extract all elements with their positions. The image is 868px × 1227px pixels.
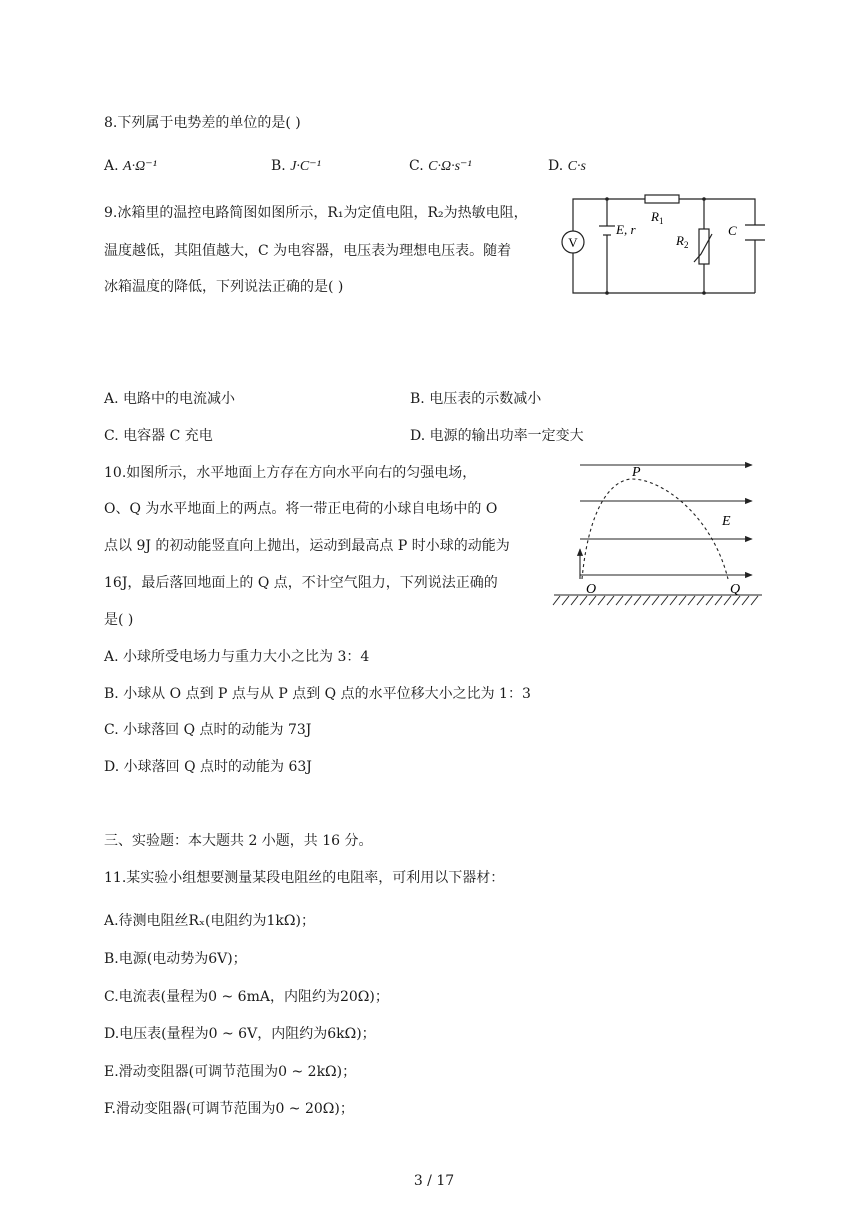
point-p-label: P bbox=[632, 465, 641, 480]
battery-label: E, r bbox=[616, 222, 636, 237]
q10-option-c: C. 小球落回 Q 点时的动能为 73J bbox=[104, 722, 312, 738]
q11-stem: 11.某实验小组想要测量某段电阻丝的电阻率，可利用以下器材： bbox=[104, 870, 505, 886]
q11-item-b: B.电源(电动势为6V)； bbox=[104, 951, 247, 967]
r1-label: $R_1$ bbox=[651, 209, 664, 226]
q10-option-d: D. 小球落回 Q 点时的动能为 63J bbox=[104, 759, 312, 775]
q9-option-c: C. 电容器 C 充电 bbox=[104, 428, 213, 444]
q11-item-e: E.滑动变阻器(可调节范围为0 ~ 2kΩ)； bbox=[104, 1064, 357, 1080]
q10-option-a: A. 小球所受电场力与重力大小之比为 3：4 bbox=[104, 649, 370, 665]
section-3-heading: 三、实验题：本大题共 2 小题，共 16 分。 bbox=[104, 833, 373, 849]
q10-field-diagram bbox=[550, 455, 765, 615]
point-q-label: Q bbox=[730, 582, 741, 597]
q10-option-b: B. 小球从 O 点到 P 点与从 P 点到 Q 点的水平位移大小之比为 1：3 bbox=[104, 686, 531, 702]
page-number: 3 / 17 bbox=[413, 1173, 455, 1189]
q11-item-d: D.电压表(量程为0 ~ 6V，内阻约为6kΩ)； bbox=[104, 1026, 376, 1042]
q10-line-3: 点以 9J 的初动能竖直向上抛出，运动到最高点 P 时小球的动能为 bbox=[104, 538, 510, 554]
point-o-label: O bbox=[586, 582, 597, 597]
voltmeter-label: V bbox=[568, 235, 578, 250]
q11-item-a: A.待测电阻丝Rₓ(电阻约为1kΩ)； bbox=[104, 913, 315, 929]
q9-circuit-diagram bbox=[555, 188, 765, 300]
q10-line-1: 10.如图所示，水平地面上方存在方向水平向右的匀强电场， bbox=[104, 465, 477, 481]
q8-option-c: C. C·Ω·s⁻¹ bbox=[409, 158, 472, 174]
q9-option-b: B. 电压表的示数减小 bbox=[410, 391, 542, 407]
q11-item-f: F.滑动变阻器(可调节范围为0 ~ 20Ω)； bbox=[104, 1101, 354, 1117]
q8-option-b: B. J·C⁻¹ bbox=[271, 158, 321, 174]
q9-line-3: 冰箱温度的降低，下列说法正确的是( ) bbox=[104, 279, 344, 295]
q9-line-1: 9.冰箱里的温控电路简图如图所示，R₁为定值电阻，R₂为热敏电阻， bbox=[104, 205, 528, 221]
ground-hatching bbox=[553, 596, 758, 605]
q10-line-5: 是( ) bbox=[104, 612, 134, 628]
capacitor-label: C bbox=[728, 223, 737, 238]
q10-line-2: O、Q 为水平地面上的两点。将一带正电荷的小球自电场中的 O bbox=[104, 501, 498, 517]
q9-line-2: 温度越低，其阻值越大，C 为电容器，电压表为理想电压表。随着 bbox=[104, 243, 512, 259]
q8-option-d: D. C·s bbox=[548, 158, 586, 174]
field-e-label: E bbox=[722, 514, 731, 529]
q8-stem: 8.下列属于电势差的单位的是( ) bbox=[104, 115, 301, 131]
q9-option-d: D. 电源的输出功率一定变大 bbox=[410, 428, 584, 444]
r2-label: $R_2$ bbox=[676, 233, 689, 250]
q10-line-4: 16J，最后落回地面上的 Q 点，不计空气阻力，下列说法正确的 bbox=[104, 575, 498, 591]
q8-option-a: A. A·Ω⁻¹ bbox=[104, 158, 157, 174]
q11-item-c: C.电流表(量程为0 ~ 6mA，内阻约为20Ω)； bbox=[104, 989, 389, 1005]
q9-option-a: A. 电路中的电流减小 bbox=[104, 391, 236, 407]
